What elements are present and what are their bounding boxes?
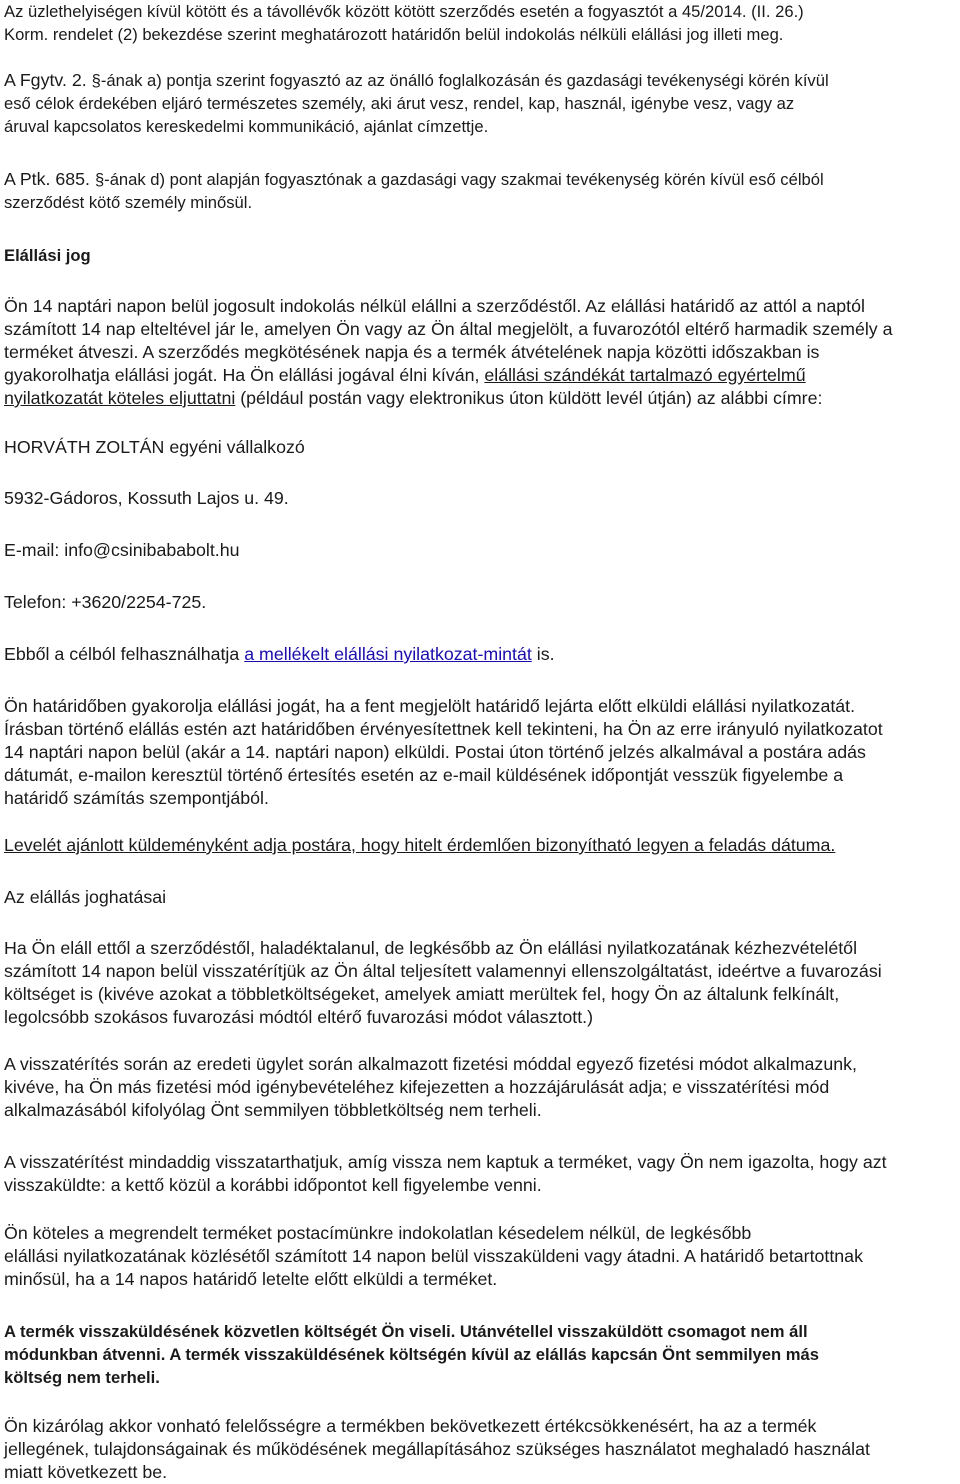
withdrawal-line <box>4 387 956 410</box>
intro-paragraph <box>4 0 956 46</box>
fgytv-text: §-ának a) pontja szerint fogyasztó az az önálló foglalkozásán és gazdasági tevékenységi körén kívül <box>91 71 829 90</box>
return-costs-line: A termék visszaküldésének közvetlen költségét Ön viseli. Utánvétellel visszaküldött csomagot nem áll <box>4 1322 808 1341</box>
withdrawal-heading: Elállási jog <box>4 246 91 265</box>
form-link-text: is. <box>531 644 555 664</box>
withdrawal-text: gyakorolhatja elállási jogát. Ha Ön elállási jogával élni kíván, <box>4 365 485 385</box>
liability-line: jellegének, tulajdonságainak és működésének megállapításához szükséges használatot meghaladó használat <box>4 1439 870 1459</box>
ptk-text: §-ának d) pont alapján fogyasztónak a gazdasági vagy szakmai tevékenység körén kívül eső célból <box>94 170 824 189</box>
ptk-lead: A Ptk. 685. <box>4 169 95 189</box>
fgytv-lead: A Fgytv. 2. <box>4 70 92 90</box>
form-link-paragraph <box>4 643 956 666</box>
return-costs-line: módunkban átvenni. A termék visszaküldésének költségén kívül az elállás kapcsán Önt semmilyen más <box>4 1345 819 1364</box>
deadline-line: 14 naptári napon belül (akár a 14. naptári napon) elküldi. Postai úton történő jelzés alkalmával a postára adás <box>4 742 866 762</box>
company-email: E-mail: info@csinibababolt.hu <box>4 540 240 560</box>
withhold-line: visszaküldte: a kettő közül a korábbi időpontot kell figyelembe venni. <box>4 1175 542 1195</box>
deadline-line: határidő számítás szempontjából. <box>4 788 269 808</box>
liability-paragraph <box>4 1415 956 1484</box>
payment-method-line: alkalmazásából kifolyólag Önt semmilyen többletköltség nem terheli. <box>4 1100 542 1120</box>
refund-line: legolcsóbb szokásos fuvarozási módtól eltérő fuvarozási módot választott.) <box>4 1007 594 1027</box>
liability-line: Ön kizárólag akkor vonható felelősségre a termékben bekövetkezett értékcsökkenésért, ha az a termék <box>4 1416 817 1436</box>
withhold-line: A visszatérítést mindaddig visszatarthatjuk, amíg vissza nem kaptuk a terméket, vagy Ön nem igazolta, hogy azt <box>4 1152 887 1172</box>
return-goods-line: minősül, ha a 14 napos határidő letelte előtt elküldi a terméket. <box>4 1269 498 1289</box>
fgytv-line: áruval kapcsolatos kereskedelmi kommunikáció, ajánlat címzettje. <box>4 117 489 136</box>
deadline-line: dátumát, e-mailon keresztül történő értesítés esetén az e-mail küldésének időpontját vesszük figyelembe a <box>4 765 844 785</box>
return-costs-paragraph <box>4 1320 956 1389</box>
payment-method-paragraph <box>4 1053 956 1122</box>
registered-mail-note: Levelét ajánlott küldeményként adja postára, hogy hitelt érdemlően bizonyítható legyen a feladás dátuma. <box>4 835 836 855</box>
intro-line: Korm. rendelet (2) bekezdése szerint meghatározott határidőn belül indokolás nélküli elállási jog illeti meg. <box>4 25 784 44</box>
withdrawal-paragraph <box>4 295 956 410</box>
intro-line: Az üzlethelyiségen kívül kötött és a távollévők között kötött szerződés esetén a fogyasztót a 45/2014. (II. 26.) <box>4 2 804 21</box>
withdrawal-line: számított 14 nap elteltével jár le, amelyen Ön vagy az Ön által megjelölt, a fuvarozótól eltérő harmadik személy a <box>4 319 893 339</box>
company-phone: Telefon: +3620/2254-725. <box>4 592 207 612</box>
effects-heading: Az elállás joghatásai <box>4 887 167 907</box>
withdrawal-text: (például postán vagy elektronikus úton küldött levél útján) az alábbi címre: <box>235 388 823 408</box>
fgytv-line <box>4 69 956 92</box>
withdrawal-line: Ön 14 naptári napon belül jogosult indokolás nélkül elállni a szerződéstől. Az elállási határidő az attól a naptól <box>4 296 865 316</box>
payment-method-line: A visszatérítés során az eredeti ügylet során alkalmazott fizetési móddal egyező fizetési módot alkalmazunk, <box>4 1054 857 1074</box>
withdrawal-line: terméket átveszi. A szerződés megkötésének napja és a termék átvételének napja közötti időszakban is <box>4 342 820 362</box>
return-goods-paragraph <box>4 1222 956 1291</box>
refund-paragraph <box>4 937 956 1029</box>
company-address: 5932-Gádoros, Kossuth Lajos u. 49. <box>4 488 289 508</box>
liability-line: miatt következett be. <box>4 1462 168 1482</box>
refund-line: számított 14 napon belül visszatérítjük az Ön által teljesített valamennyi ellenszolgáltatást, ideértve a fuvarozási <box>4 961 882 981</box>
ptk-line: szerződést kötő személy minősül. <box>4 193 253 212</box>
deadline-line: Ön határidőben gyakorolja elállási jogát, ha a fent megjelölt határidő lejárta előtt elküldi elállási nyilatkozatát. <box>4 696 856 716</box>
withdrawal-line <box>4 364 956 387</box>
withdrawal-form-link[interactable]: a mellékelt elállási nyilatkozat-mintát <box>244 644 532 664</box>
fgytv-paragraph <box>4 69 956 138</box>
fgytv-line: eső célok érdekében eljáró természetes személy, aki árut vesz, rendel, kap, használ, igénybe vesz, vagy az <box>4 94 795 113</box>
return-goods-line: Ön köteles a megrendelt terméket postacímünkre indokolatlan késedelem nélkül, de legkésőbb <box>4 1223 752 1243</box>
return-costs-line: költség nem terheli. <box>4 1368 160 1387</box>
withdrawal-underlined-text: elállási szándékát tartalmazó egyértelmű <box>484 365 806 385</box>
withdrawal-underlined-text: nyilatkozatát köteles eljuttatni <box>4 388 236 408</box>
refund-line: költséget is (kivéve azokat a többletköltségeket, amelyek amiatt merültek fel, hogy Ön az általunk felkínált, <box>4 984 840 1004</box>
form-link-text: Ebből a célból felhasználhatja <box>4 644 245 664</box>
ptk-paragraph <box>4 168 956 214</box>
payment-method-line: kivéve, ha Ön más fizetési mód igénybevételéhez kifejezetten a hozzájárulását adja; e visszatérítési mód <box>4 1077 830 1097</box>
return-goods-line: elállási nyilatkozatának közlésétől számított 14 napon belül visszaküldeni vagy átadni. A határidő betartottnak <box>4 1246 863 1266</box>
refund-line: Ha Ön eláll ettől a szerződéstől, haladéktalanul, de legkésőbb az Ön elállási nyilatkozatának kézhezvételétől <box>4 938 858 958</box>
deadline-paragraph <box>4 695 956 810</box>
ptk-line <box>4 168 956 191</box>
withhold-paragraph <box>4 1151 956 1197</box>
company-name: HORVÁTH ZOLTÁN egyéni vállalkozó <box>4 437 305 457</box>
deadline-line: Írásban történő elállás estén azt határidőben érvényesítettnek kell tekinteni, ha Ön az erre irányuló nyilatkozatot <box>4 719 883 739</box>
